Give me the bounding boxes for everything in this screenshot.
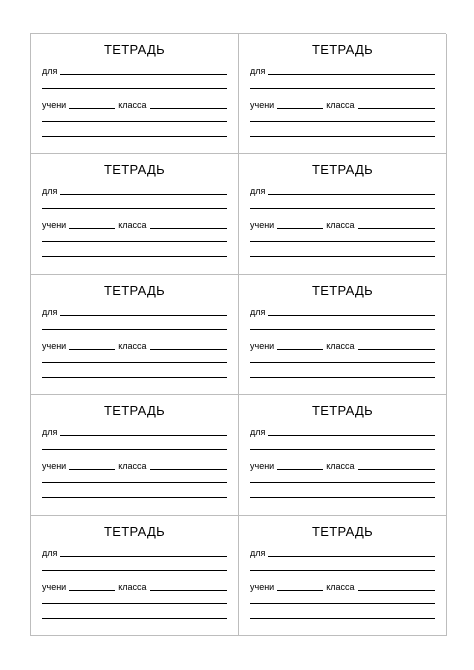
class-text: класса xyxy=(326,100,355,110)
blank-line[interactable] xyxy=(42,377,227,378)
notebook-label xyxy=(31,34,239,154)
for-text: для xyxy=(250,186,266,197)
class-blank-line[interactable] xyxy=(358,227,435,229)
name-blank-line[interactable] xyxy=(60,555,227,557)
blank-line[interactable] xyxy=(250,88,435,89)
blank-line[interactable] xyxy=(42,603,227,604)
blank-line[interactable] xyxy=(250,377,435,378)
for-text: для xyxy=(42,186,58,197)
pupil-text: учени xyxy=(42,581,67,592)
class-blank-line[interactable] xyxy=(150,107,227,109)
class-blank-line[interactable] xyxy=(358,589,435,591)
blank-line[interactable] xyxy=(250,362,435,363)
name-blank-line[interactable] xyxy=(60,73,227,75)
pupil-row xyxy=(42,220,227,230)
notebook-label xyxy=(31,154,239,274)
for-text: для xyxy=(250,427,266,438)
name-blank-line[interactable] xyxy=(268,555,435,557)
label-title: ТЕТРАДЬ xyxy=(312,162,373,178)
blank-line[interactable] xyxy=(250,570,435,571)
pupil-row xyxy=(250,220,435,230)
gender-ending-blank-line[interactable] xyxy=(277,227,323,229)
class-text: класса xyxy=(118,581,147,592)
pupil-text: учени xyxy=(250,461,275,472)
name-blank-line[interactable] xyxy=(268,314,435,316)
class-blank-line[interactable] xyxy=(150,589,227,591)
blank-line[interactable] xyxy=(42,570,227,571)
pupil-text: учени xyxy=(250,340,275,351)
blank-line[interactable] xyxy=(42,482,227,483)
name-blank-line[interactable] xyxy=(60,193,227,195)
pupil-row xyxy=(42,461,227,471)
blank-line[interactable] xyxy=(250,241,435,242)
gender-ending-blank-line[interactable] xyxy=(69,227,115,229)
for-row xyxy=(42,66,227,76)
for-row xyxy=(42,427,227,437)
label-title: ТЕТРАДЬ xyxy=(104,403,165,419)
pupil-row xyxy=(250,341,435,351)
label-title: ТЕТРАДЬ xyxy=(104,42,165,57)
for-text: для xyxy=(42,427,58,438)
name-blank-line[interactable] xyxy=(268,434,435,436)
for-text: для xyxy=(250,66,266,76)
name-blank-line[interactable] xyxy=(268,193,435,195)
blank-line[interactable] xyxy=(250,482,435,483)
pupil-row xyxy=(42,582,227,592)
blank-line[interactable] xyxy=(42,121,227,122)
blank-line[interactable] xyxy=(42,618,227,619)
label-title: ТЕТРАДЬ xyxy=(104,282,165,298)
blank-line[interactable] xyxy=(250,208,435,209)
blank-line[interactable] xyxy=(42,362,227,363)
blank-line[interactable] xyxy=(42,497,227,498)
class-text: класса xyxy=(118,340,147,351)
class-blank-line[interactable] xyxy=(358,468,435,470)
notebook-label xyxy=(31,275,239,395)
class-blank-line[interactable] xyxy=(358,348,435,350)
blank-line[interactable] xyxy=(42,329,227,330)
pupil-row xyxy=(250,582,435,592)
for-row xyxy=(250,186,435,196)
class-text: класса xyxy=(118,100,147,110)
gender-ending-blank-line[interactable] xyxy=(277,468,323,470)
blank-line[interactable] xyxy=(250,618,435,619)
class-text: класса xyxy=(326,220,355,231)
blank-line[interactable] xyxy=(42,449,227,450)
label-title: ТЕТРАДЬ xyxy=(312,282,373,298)
class-blank-line[interactable] xyxy=(150,227,227,229)
class-blank-line[interactable] xyxy=(150,348,227,350)
blank-line[interactable] xyxy=(42,256,227,257)
pupil-row xyxy=(42,341,227,351)
blank-line[interactable] xyxy=(42,208,227,209)
blank-line[interactable] xyxy=(250,449,435,450)
label-title: ТЕТРАДЬ xyxy=(312,42,373,57)
for-row xyxy=(250,307,435,317)
notebook-label xyxy=(239,516,447,636)
blank-line[interactable] xyxy=(42,136,227,137)
blank-line[interactable] xyxy=(250,136,435,137)
gender-ending-blank-line[interactable] xyxy=(69,468,115,470)
class-text: класса xyxy=(326,340,355,351)
pupil-text: учени xyxy=(250,581,275,592)
pupil-row xyxy=(250,100,435,110)
notebook-label xyxy=(239,275,447,395)
name-blank-line[interactable] xyxy=(268,73,435,75)
blank-line[interactable] xyxy=(250,497,435,498)
for-row xyxy=(42,307,227,317)
gender-ending-blank-line[interactable] xyxy=(69,589,115,591)
pupil-text: учени xyxy=(42,340,67,351)
for-row xyxy=(42,548,227,558)
for-row xyxy=(250,548,435,558)
for-text: для xyxy=(42,547,58,558)
gender-ending-blank-line[interactable] xyxy=(277,589,323,591)
class-blank-line[interactable] xyxy=(150,468,227,470)
blank-line[interactable] xyxy=(42,88,227,89)
pupil-text: учени xyxy=(250,220,275,231)
label-title: ТЕТРАДЬ xyxy=(312,403,373,419)
pupil-text: учени xyxy=(250,100,275,110)
blank-line[interactable] xyxy=(250,329,435,330)
class-text: класса xyxy=(118,461,147,472)
for-text: для xyxy=(250,306,266,317)
for-text: для xyxy=(42,66,58,76)
class-text: класса xyxy=(326,581,355,592)
for-row xyxy=(250,427,435,437)
notebook-label xyxy=(239,154,447,274)
label-title: ТЕТРАДЬ xyxy=(104,523,165,539)
notebook-label xyxy=(239,34,447,154)
gender-ending-blank-line[interactable] xyxy=(277,348,323,350)
name-blank-line[interactable] xyxy=(60,314,227,316)
gender-ending-blank-line[interactable] xyxy=(277,107,323,109)
pupil-text: учени xyxy=(42,461,67,472)
class-text: класса xyxy=(326,461,355,472)
for-text: для xyxy=(250,547,266,558)
for-text: для xyxy=(42,306,58,317)
class-blank-line[interactable] xyxy=(358,107,435,109)
notebook-label xyxy=(31,516,239,636)
class-text: класса xyxy=(118,220,147,231)
label-title: ТЕТРАДЬ xyxy=(104,162,165,178)
pupil-text: учени xyxy=(42,100,67,110)
pupil-row xyxy=(250,461,435,471)
pupil-text: учени xyxy=(42,220,67,231)
gender-ending-blank-line[interactable] xyxy=(69,348,115,350)
blank-line[interactable] xyxy=(250,256,435,257)
label-title: ТЕТРАДЬ xyxy=(312,523,373,539)
blank-line[interactable] xyxy=(250,121,435,122)
blank-line[interactable] xyxy=(42,241,227,242)
notebook-label xyxy=(31,395,239,515)
blank-line[interactable] xyxy=(250,603,435,604)
for-row xyxy=(250,66,435,76)
notebook-label xyxy=(239,395,447,515)
label-sheet xyxy=(30,33,446,636)
gender-ending-blank-line[interactable] xyxy=(69,107,115,109)
pupil-row xyxy=(42,100,227,110)
for-row xyxy=(42,186,227,196)
name-blank-line[interactable] xyxy=(60,434,227,436)
